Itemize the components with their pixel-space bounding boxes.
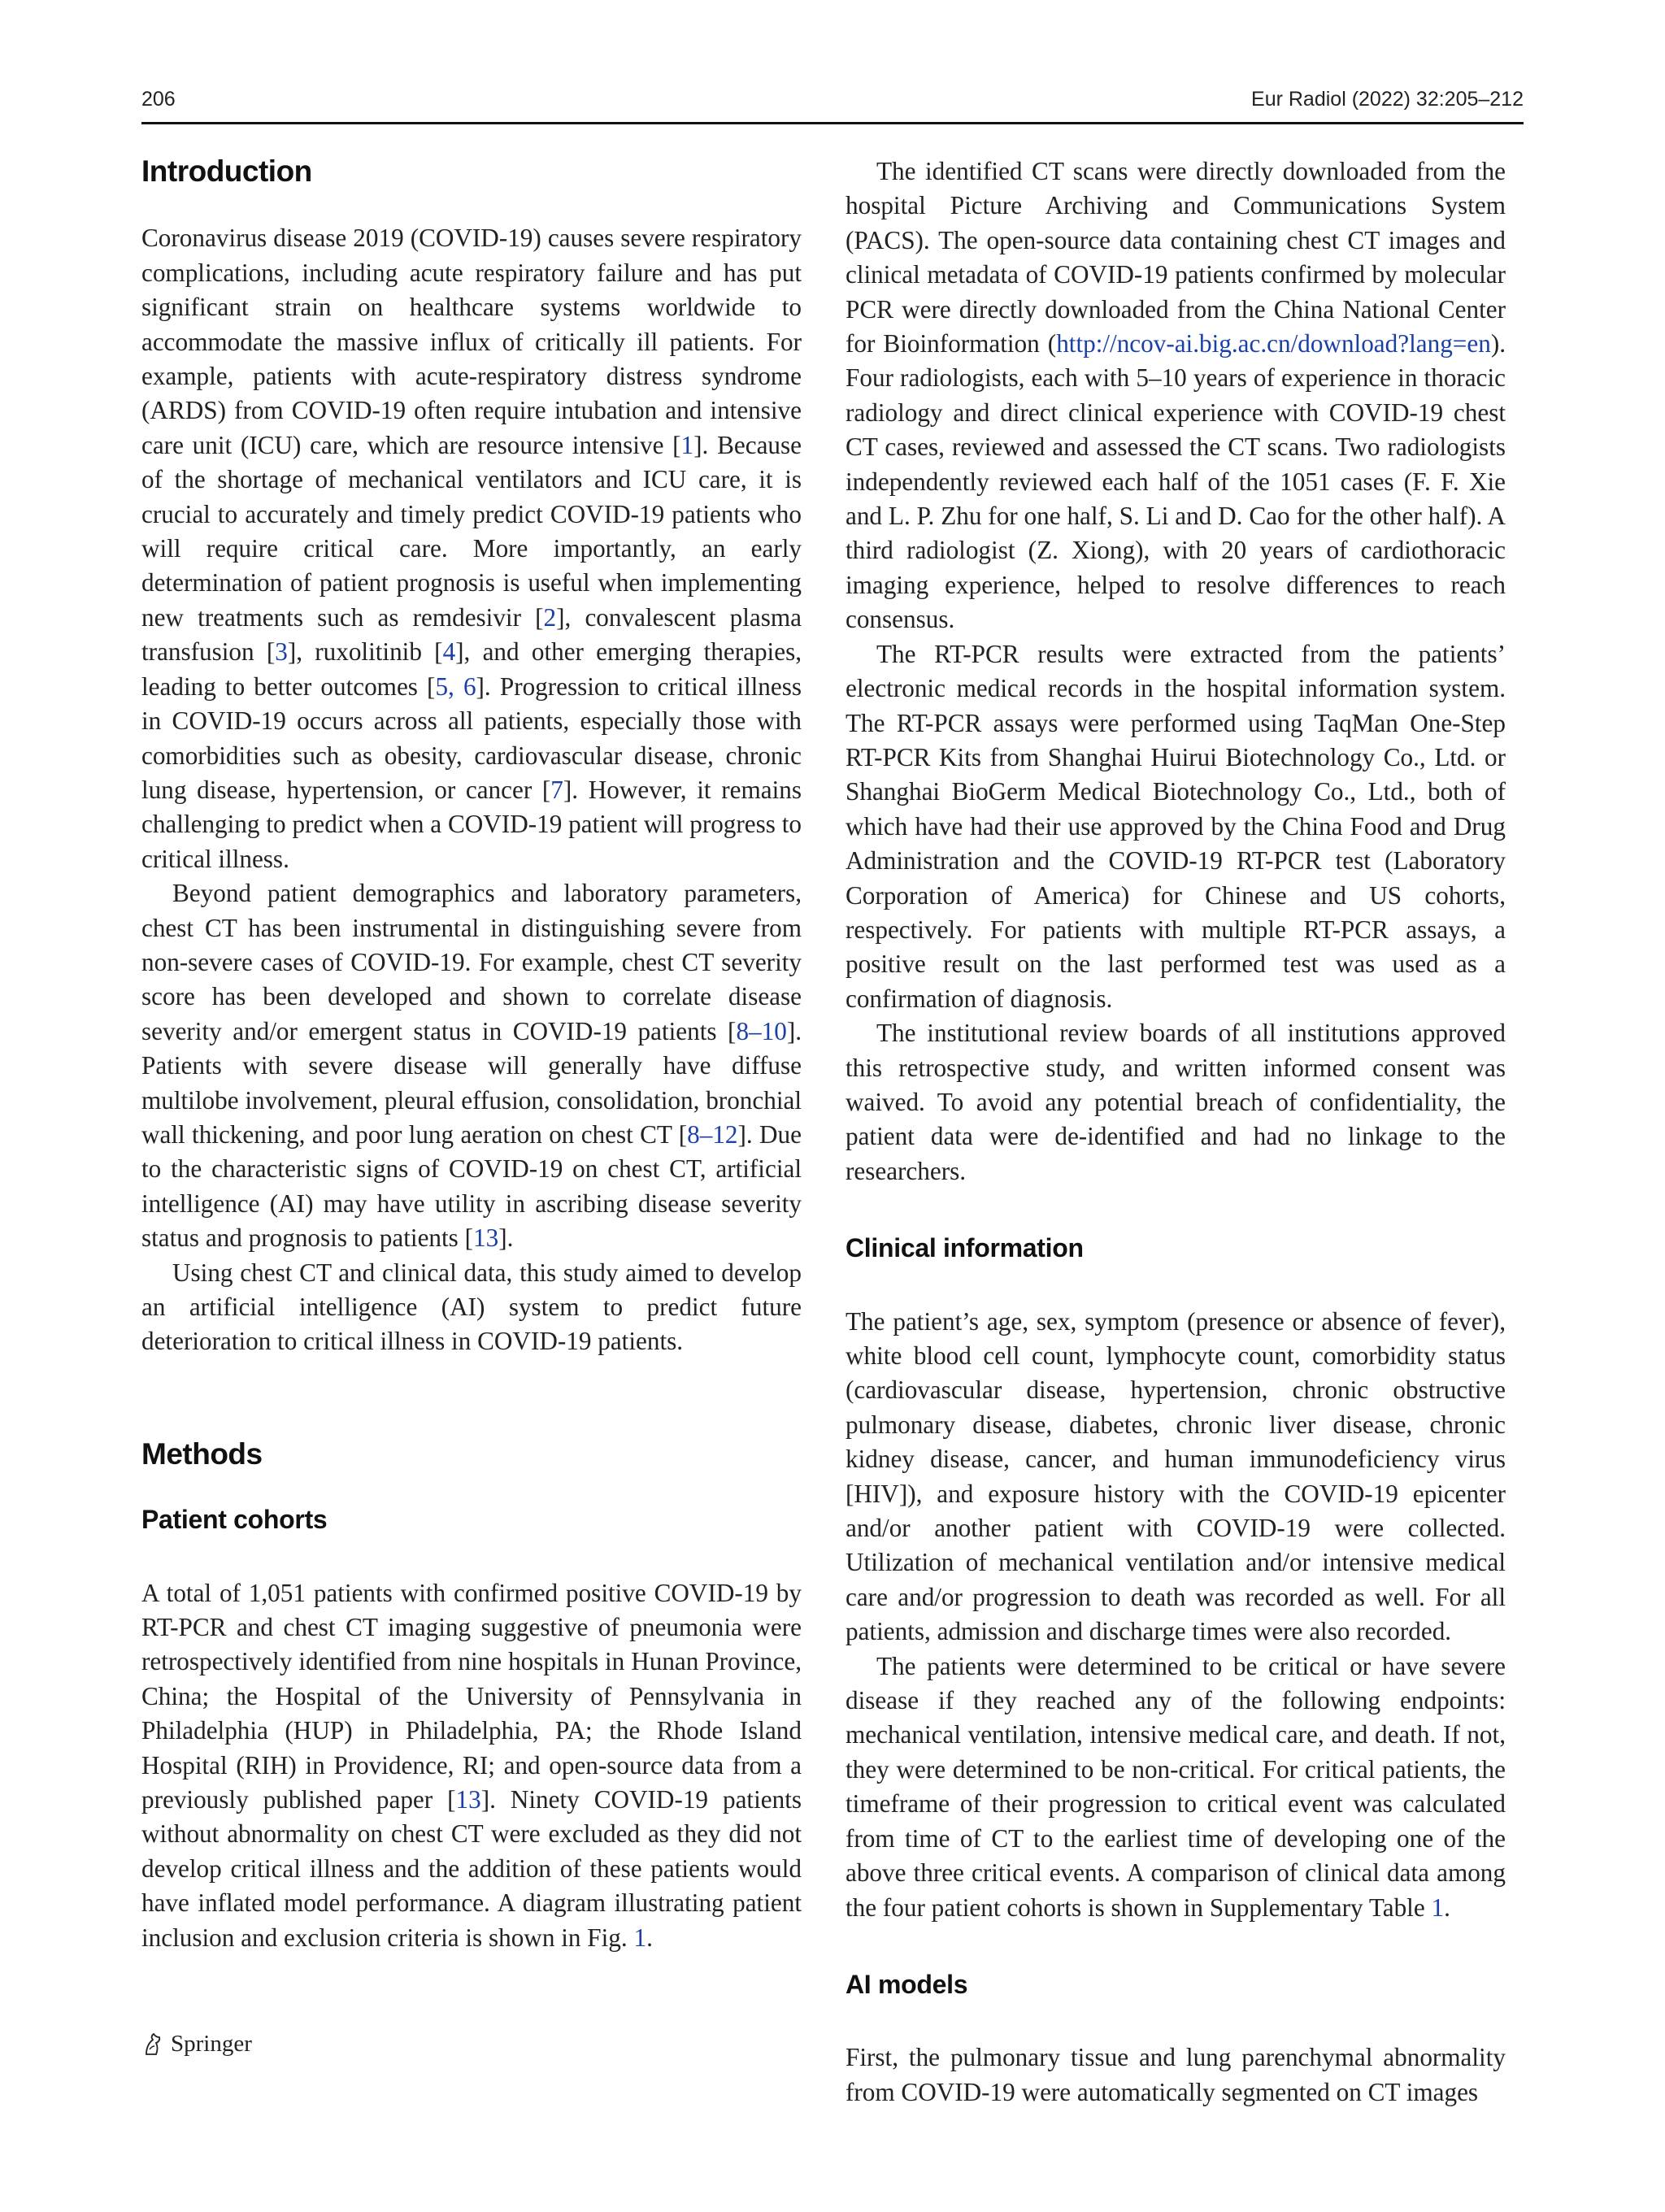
introduction-heading: Introduction	[141, 154, 312, 188]
cohorts-paragraph-1: A total of 1,051 patients with confirmed positive COVID-19 by RT-PCR and chest CT imaging suggestive of pneumonia were retrospectively identified from nine hospitals in Hunan Province, China; the Hospital of the University of Pennsylvania in Philadelphia (HUP) in Philadelphia, PA; the Rhode Island Hospital (RIH) in Providence, RI; and open-source data from a previously published paper [13]. Ninety COVID-19 patients without abnormality on chest CT were excluded as they did not develop critical illness and the addition of these patients would have inflated model performance. A diagram illustrating patient inclusion and exclusion criteria is shown in Fig. 1.	[141, 1578, 802, 1952]
methods-paragraph-pacs: The identified CT scans were directly downloaded from the hospital Picture Archiving and Communications System (PACS). The open-source data containing chest CT images and clinical metadata of COVID-19 patients confirmed by molecular PCR were directly downloaded from the China National Center for Bioinformation (http://ncov-ai.big.ac.cn/download?lang=en). Four radiologists, each with 5–10 years of experience in thoracic radiology and direct clinical experience with COVID-19 chest CT cases, reviewed and assessed the CT scans. Two radiologists independently reviewed each half of the 1051 cases (F. F. Xie and L. P. Zhu for one half, S. Li and D. Cao for the other half). A third radiologist (Z. Xiong), with 20 years of cardiothoracic imaging experience, helped to resolve differences to reach consensus.	[846, 157, 1506, 634]
clinical-paragraph-1: The patient’s age, sex, symptom (presence or absence of fever), white blood cell count, lymphocyte count, comorbidity status (cardiovascular disease, hypertension, chronic obstructive pulmonary disease, diabetes, chronic liver disease, chronic kidney disease, cancer, and human immunodeficiency virus [HIV]), and exposure history with the COVID-19 epicenter and/or another patient with COVID-19 were collected. Utilization of mechanical ventilation and/or intensive medical care and/or progression to death was recorded as well. For all patients, admission and discharge times were also recorded.	[846, 1306, 1506, 1646]
left-column	[141, 154, 802, 1955]
intro-paragraph-2: Beyond patient demographics and laboratory parameters, chest CT has been instrumental in distinguishing severe from non-severe cases of COVID-19. For example, chest CT severity score has been developed and shown to correlate disease severity and/or emergent status in COVID-19 patients [8–10]. Patients with severe disease will generally have diffuse multilobe involvement, pleural effusion, consolidation, bronchial wall thickening, and poor lung aeration on chest CT [8–12]. Due to the characteristic signs of COVID-19 on chest CT, artificial intelligence (AI) may have utility in ascribing disease severity status and prognosis to patients [13].	[141, 879, 802, 1253]
methods-paragraph-irb: The institutional review boards of all institutions approved this retrospective study, and written informed consent was waived. To avoid any potential breach of confidentiality, the patient data were de-identified and had no linkage to the researchers.	[846, 1019, 1506, 1185]
journal-citation: Eur Radiol (2022) 32:205–212	[1251, 88, 1524, 111]
ai-models-heading: AI models	[846, 1969, 968, 1999]
clinical-paragraph-2: The patients were determined to be critical or have severe disease if they reached any of the following endpoints: mechanical ventilation, intensive medical care, and death. If not, they were determined to be non-critical. For critical patients, the timeframe of their progression to critical event was calculated from time of CT to the earliest time of developing one of the above three critical events. A comparison of clinical data among the four patient cohorts is shown in Supplementary Table 1.	[846, 1651, 1506, 1922]
page-footer	[141, 2031, 252, 2058]
clinical-information-heading: Clinical information	[846, 1233, 1084, 1263]
ai-models-paragraph-1: First, the pulmonary tissue and lung parenchymal abnormality from COVID-19 were automatically segmented on CT images	[846, 2043, 1506, 2106]
page-number: 206	[141, 88, 176, 111]
methods-paragraph-rtpcr: The RT-PCR results were extracted from the patients’ electronic medical records in the hospital information system. The RT-PCR assays were performed using TaqMan One-Step RT-PCR Kits from Shanghai Huirui Biotechnology Co., Ltd. or Shanghai BioGerm Medical Biotechnology Co., Ltd., both of which have had their use approved by the China Food and Drug Administration and the COVID-19 RT-PCR test (Laboratory Corporation of America) for Chinese and US cohorts, respectively. For patients with multiple RT-PCR assays, a positive result on the last performed test was used as a confirmation of diagnosis.	[846, 639, 1506, 1013]
header-rule	[141, 122, 1524, 124]
intro-paragraph-3: Using chest CT and clinical data, this study aimed to develop an artificial intelligence (AI) system to predict future deterioration to critical illness in COVID-19 patients.	[141, 1258, 802, 1356]
patient-cohorts-heading: Patient cohorts	[141, 1505, 328, 1535]
right-column	[846, 154, 1506, 2110]
publisher-name: Springer	[171, 2031, 252, 2057]
intro-paragraph-1: Coronavirus disease 2019 (COVID-19) causes severe respiratory complications, including acute respiratory failure and has put significant strain on healthcare systems worldwide to accommodate the massive influx of critically ill patients. For example, patients with acute-respiratory distress syndrome (ARDS) from COVID-19 often require intubation and intensive care unit (ICU) care, which are resource intensive [1]. Because of the shortage of mechanical ventilators and ICU care, it is crucial to accurately and timely predict COVID-19 patients who will require critical care. More importantly, an early determination of patient prognosis is useful when implementing new treatments such as remdesivir [2], convalescent plasma transfusion [3], ruxolitinib [4], and other emerging therapies, leading to better outcomes [5, 6]. Progression to critical illness in COVID-19 occurs across all patients, especially those with comorbidities such as obesity, cardiovascular disease, chronic lung disease, hypertension, or cancer [7]. However, it remains challenging to predict when a COVID-19 patient will progress to critical illness.	[141, 224, 802, 873]
methods-heading: Methods	[141, 1436, 263, 1471]
running-header	[141, 88, 1524, 124]
springer-horse-icon	[141, 2032, 164, 2058]
